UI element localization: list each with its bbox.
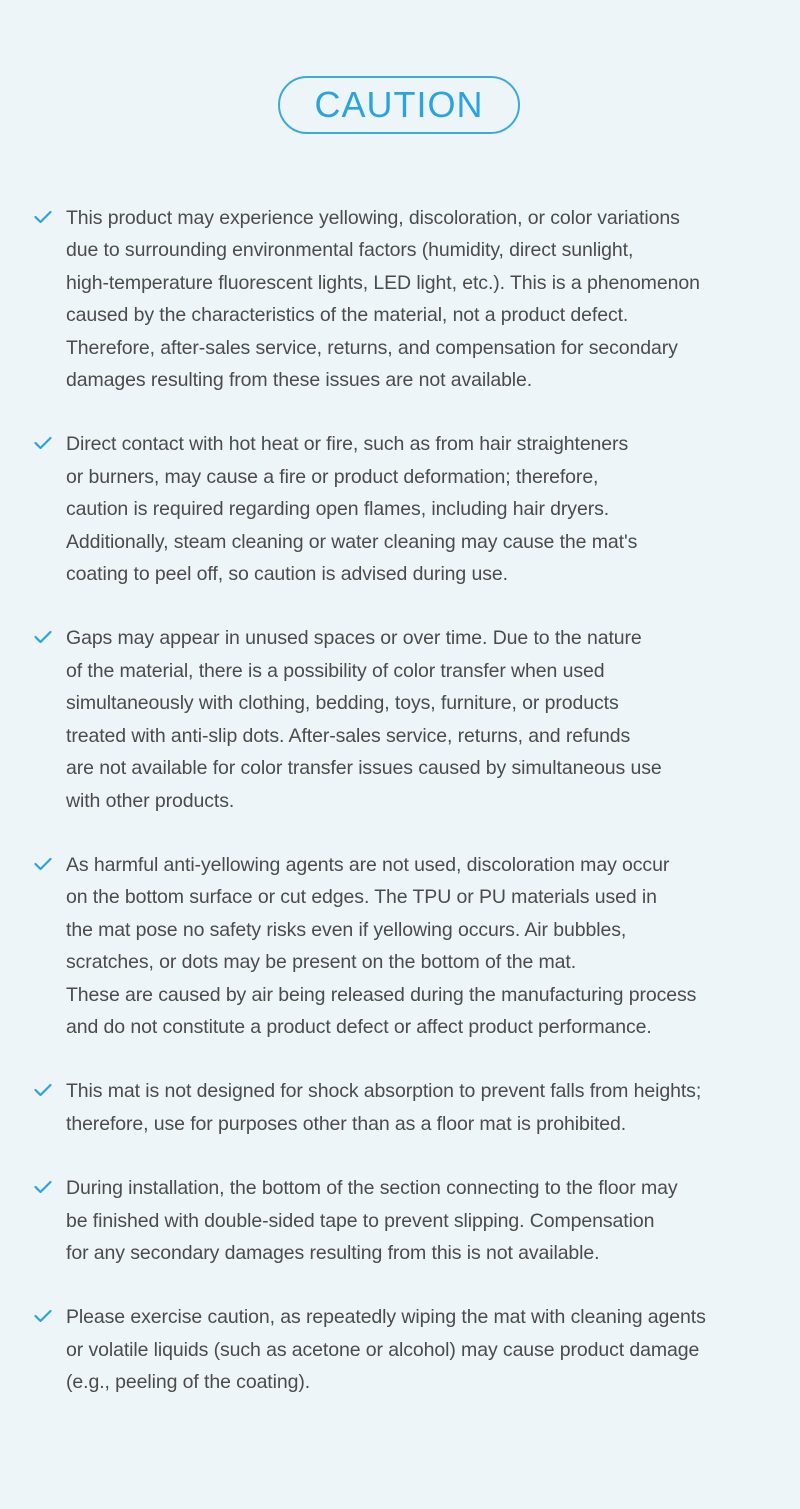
check-icon bbox=[34, 857, 52, 871]
caution-list bbox=[0, 202, 800, 1431]
caution-item-text: As harmful anti-yellowing agents are not used, discoloration may occur on the bottom surface or cut edges. The TPU or PU materials used in the mat pose no safety risks even if yellowing occurs. Air bubbles, scratches, or dots may be present on the bottom of the mat. These are caused by air being released during the manufacturing process and do not constitute a product defect or affect product performance. bbox=[66, 853, 697, 1038]
caution-item-text: During installation, the bottom of the section connecting to the floor may be finished with double-sided tape to prevent slipping. Compensation for any secondary damages resulting from this is not available. bbox=[66, 1177, 678, 1264]
caution-item-text: This product may experience yellowing, discoloration, or color variations due to surrounding environmental factors (humidity, direct sunlight, high-temperature fluorescent lights, LED light, etc.). This is a phenomenon caused by the characteristics of the material, not a product defect. Therefore, after-sales service, returns, and compensation for secondary damages resulting from these issues are not available. bbox=[66, 207, 700, 392]
caution-item-text: Please exercise caution, as repeatedly wiping the mat with cleaning agents or volatile liquids (such as acetone or alcohol) may cause product damage (e.g., peeling of the coating). bbox=[66, 1306, 706, 1394]
check-icon bbox=[34, 1309, 52, 1323]
caution-item bbox=[0, 1172, 800, 1269]
caution-item bbox=[0, 1075, 800, 1140]
caution-item-text: This mat is not designed for shock absorption to prevent falls from heights; therefore, use for purposes other than as a floor mat is prohibited. bbox=[66, 1080, 702, 1135]
check-icon bbox=[34, 630, 52, 644]
caution-item-text: Direct contact with hot heat or fire, such as from hair straighteners or burners, may cause a fire or product deformation; therefore, caution is required regarding open flames, including hair dryers. Additionally, steam cleaning or water cleaning may cause the mat's coating to peel off, so caution is advised during use. bbox=[66, 433, 638, 586]
caution-item bbox=[0, 202, 800, 396]
check-icon bbox=[34, 1180, 52, 1194]
check-icon bbox=[34, 210, 52, 224]
caution-item bbox=[0, 622, 800, 816]
caution-item-text: Gaps may appear in unused spaces or over time. Due to the nature of the material, there is a possibility of color transfer when used simultaneously with clothing, bedding, toys, furniture, or products treated with anti-slip dots. After-sales service, returns, and refunds are not available for color transfer issues caused by simultaneous use with other products. bbox=[66, 627, 662, 812]
caution-item bbox=[0, 1301, 800, 1398]
caution-title-badge bbox=[278, 76, 520, 134]
caution-item bbox=[0, 849, 800, 1043]
page-title: CAUTION bbox=[314, 84, 484, 125]
caution-item bbox=[0, 428, 800, 590]
check-icon bbox=[34, 436, 52, 450]
check-icon bbox=[34, 1083, 52, 1097]
